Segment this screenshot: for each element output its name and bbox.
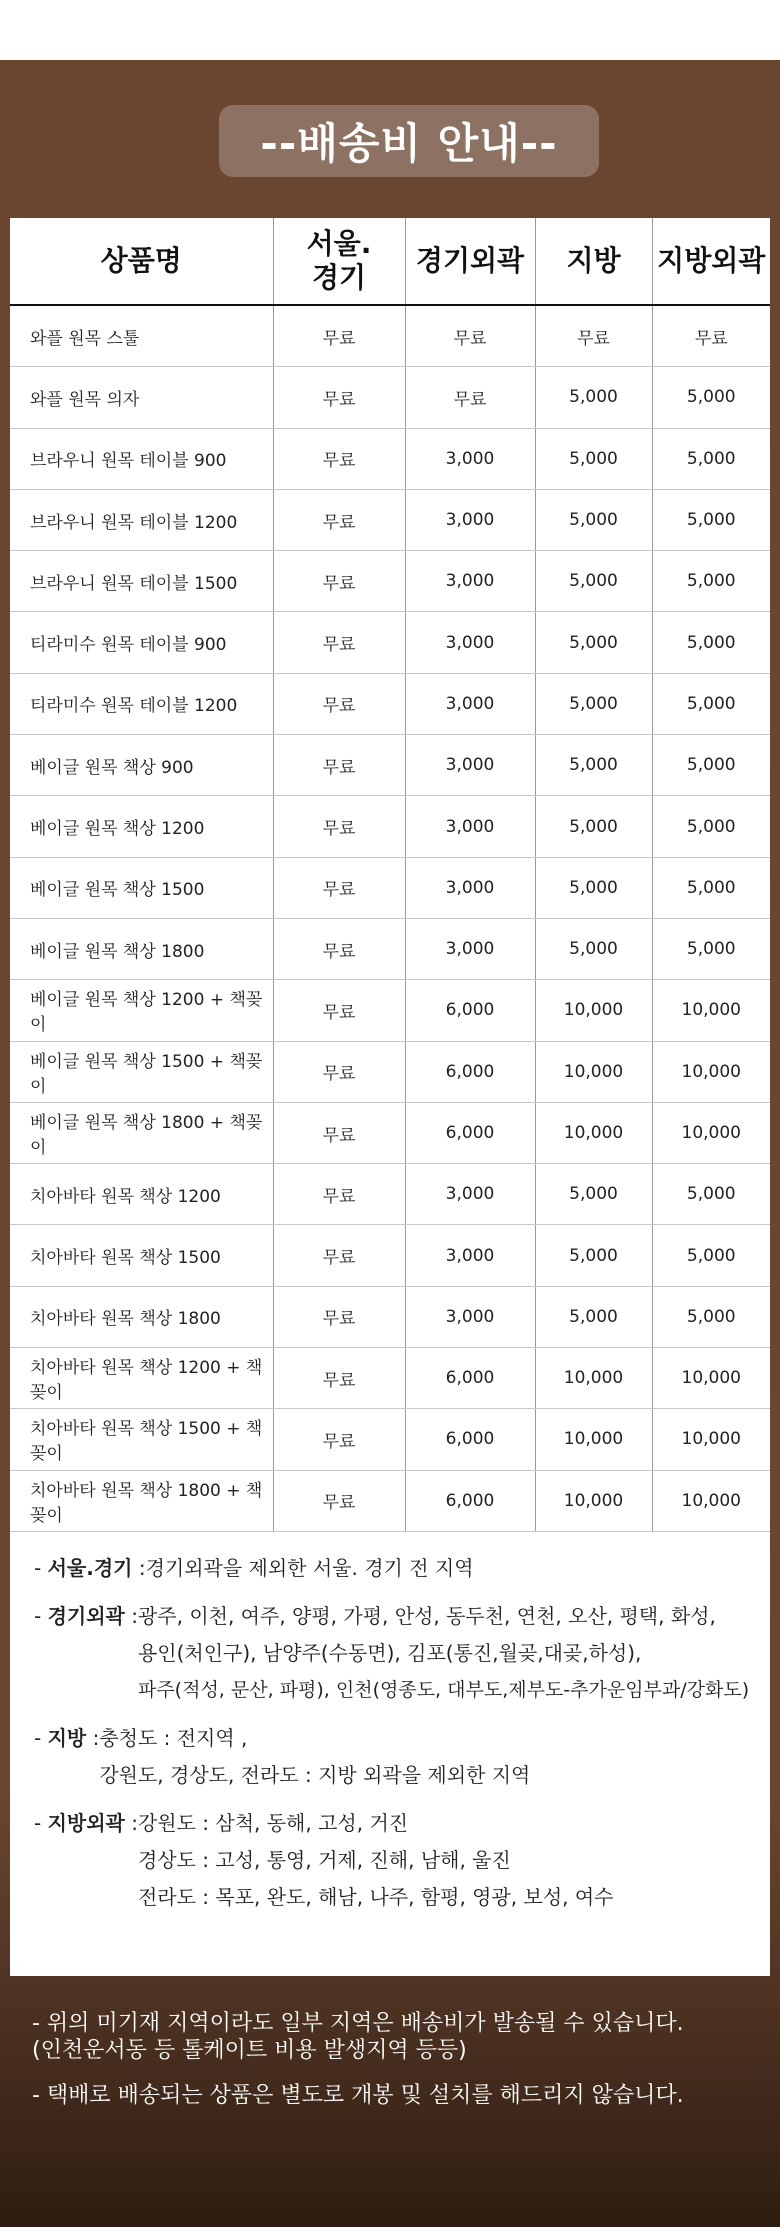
cell-province: 10,000 xyxy=(535,1102,652,1163)
cell-seoul-gyeonggi: 무료 xyxy=(273,1164,405,1225)
cell-seoul-gyeonggi: 무료 xyxy=(273,857,405,918)
shipping-info-panel xyxy=(0,60,780,2227)
table-row xyxy=(10,735,770,796)
note-lines xyxy=(146,1550,474,1587)
cell-product-name: 치아바타 원목 책상 1200 + 책꽂이 xyxy=(10,1348,273,1409)
header-product: 상품명 xyxy=(10,218,273,305)
cell-product-name: 티라미수 원목 테이블 1200 xyxy=(10,673,273,734)
cell-gyeonggi-outskirts: 무료 xyxy=(405,305,535,367)
cell-seoul-gyeonggi: 무료 xyxy=(273,796,405,857)
region-notes xyxy=(10,1532,770,1916)
cell-province-outskirts: 10,000 xyxy=(652,1470,770,1531)
cell-seoul-gyeonggi: 무료 xyxy=(273,1470,405,1531)
note-line: 광주, 이천, 여주, 양평, 가평, 안성, 동두천, 연천, 오산, 평택, 화성, xyxy=(137,1603,716,1628)
cell-seoul-gyeonggi: 무료 xyxy=(273,1102,405,1163)
cell-gyeonggi-outskirts: 3,000 xyxy=(405,551,535,612)
note-key: - 지방외곽 : xyxy=(34,1810,138,1835)
note-key-label: 서울.경기 xyxy=(47,1555,133,1580)
note-line: 강원도 : 삼척, 동해, 고성, 거진 xyxy=(137,1810,409,1835)
note-line: 경기외곽을 제외한 서울. 경기 전 지역 xyxy=(145,1555,474,1580)
cell-province-outskirts: 5,000 xyxy=(652,612,770,673)
cell-product-name: 치아바타 원목 책상 1500 xyxy=(10,1225,273,1286)
cell-province: 5,000 xyxy=(535,1286,652,1347)
cell-gyeonggi-outskirts: 6,000 xyxy=(405,980,535,1041)
cell-gyeonggi-outskirts: 6,000 xyxy=(405,1470,535,1531)
cell-product-name: 베이글 원목 책상 1200 xyxy=(10,796,273,857)
cell-province-outskirts: 10,000 xyxy=(652,980,770,1041)
cell-province: 5,000 xyxy=(535,673,652,734)
cell-seoul-gyeonggi: 무료 xyxy=(273,673,405,734)
note-gyeonggi-outskirts xyxy=(34,1602,770,1709)
cell-province: 5,000 xyxy=(535,612,652,673)
cell-gyeonggi-outskirts: 6,000 xyxy=(405,1409,535,1470)
table-row xyxy=(10,796,770,857)
cell-gyeonggi-outskirts: 3,000 xyxy=(405,918,535,979)
cell-province-outskirts: 5,000 xyxy=(652,735,770,796)
cell-province: 5,000 xyxy=(535,918,652,979)
cell-province: 5,000 xyxy=(535,1225,652,1286)
cell-province: 5,000 xyxy=(535,551,652,612)
cell-province-outskirts: 5,000 xyxy=(652,673,770,734)
note-key: - 지방 : xyxy=(34,1725,100,1750)
cell-gyeonggi-outskirts: 3,000 xyxy=(405,612,535,673)
cell-province-outskirts: 5,000 xyxy=(652,551,770,612)
note-lines xyxy=(99,1720,530,1794)
table-row xyxy=(10,1409,770,1470)
cell-gyeonggi-outskirts: 무료 xyxy=(405,367,535,428)
cell-province-outskirts: 5,000 xyxy=(652,796,770,857)
cell-province-outskirts: 10,000 xyxy=(652,1409,770,1470)
cell-seoul-gyeonggi: 무료 xyxy=(273,612,405,673)
note-province xyxy=(34,1724,770,1794)
note-line: 충청도 : 전지역 , xyxy=(99,1725,248,1750)
cell-province-outskirts: 5,000 xyxy=(652,1286,770,1347)
table-row xyxy=(10,428,770,489)
cell-province: 무료 xyxy=(535,305,652,367)
table-header-row xyxy=(10,218,770,305)
bottom-note: - 위의 미기재 지역이라도 일부 지역은 배송비가 발송될 수 있습니다. (인천운서동 등 톨케이트 비용 발생지역 등등) xyxy=(32,2011,684,2063)
cell-seoul-gyeonggi: 무료 xyxy=(273,1286,405,1347)
table-row xyxy=(10,1286,770,1347)
cell-gyeonggi-outskirts: 3,000 xyxy=(405,673,535,734)
cell-seoul-gyeonggi: 무료 xyxy=(273,1225,405,1286)
cell-seoul-gyeonggi: 무료 xyxy=(273,551,405,612)
cell-gyeonggi-outskirts: 3,000 xyxy=(405,1164,535,1225)
cell-gyeonggi-outskirts: 3,000 xyxy=(405,1286,535,1347)
cell-product-name: 티라미수 원목 테이블 900 xyxy=(10,612,273,673)
header-seoul-gyeonggi-label: 서울. 경기 xyxy=(306,227,372,294)
header-province: 지방 xyxy=(535,218,652,305)
cell-product-name: 브라우니 원목 테이블 1200 xyxy=(10,489,273,550)
table-row xyxy=(10,551,770,612)
note-lines xyxy=(138,1805,614,1916)
cell-product-name: 치아바타 원목 책상 1800 xyxy=(10,1286,273,1347)
note-line: 전라도 : 목포, 완도, 해남, 나주, 함평, 영광, 보성, 여수 xyxy=(137,1884,614,1909)
shipping-card xyxy=(10,218,770,1976)
cell-product-name: 와플 원목 의자 xyxy=(10,367,273,428)
cell-seoul-gyeonggi: 무료 xyxy=(273,1348,405,1409)
note-seoul-gyeonggi xyxy=(34,1554,770,1587)
cell-gyeonggi-outskirts: 3,000 xyxy=(405,428,535,489)
note-key: - 서울.경기 : xyxy=(34,1555,146,1580)
cell-province: 5,000 xyxy=(535,428,652,489)
note-lines xyxy=(138,1598,749,1709)
table-row xyxy=(10,612,770,673)
cell-province-outskirts: 5,000 xyxy=(652,489,770,550)
cell-seoul-gyeonggi: 무료 xyxy=(273,980,405,1041)
note-key-label: 경기외곽 xyxy=(47,1603,125,1628)
cell-gyeonggi-outskirts: 6,000 xyxy=(405,1102,535,1163)
cell-seoul-gyeonggi: 무료 xyxy=(273,1041,405,1102)
cell-gyeonggi-outskirts: 6,000 xyxy=(405,1041,535,1102)
table-row xyxy=(10,1225,770,1286)
cell-province: 10,000 xyxy=(535,980,652,1041)
cell-seoul-gyeonggi: 무료 xyxy=(273,489,405,550)
table-row xyxy=(10,1102,770,1163)
cell-product-name: 치아바타 원목 책상 1200 xyxy=(10,1164,273,1225)
cell-province-outskirts: 무료 xyxy=(652,305,770,367)
cell-province: 10,000 xyxy=(535,1348,652,1409)
table-row xyxy=(10,489,770,550)
cell-province-outskirts: 5,000 xyxy=(652,367,770,428)
cell-product-name: 치아바타 원목 책상 1800 + 책꽂이 xyxy=(10,1470,273,1531)
cell-product-name: 베이글 원목 책상 900 xyxy=(10,735,273,796)
cell-province: 5,000 xyxy=(535,367,652,428)
shipping-fee-table xyxy=(10,218,770,1532)
cell-seoul-gyeonggi: 무료 xyxy=(273,367,405,428)
cell-product-name: 베이글 원목 책상 1800 + 책꽂이 xyxy=(10,1102,273,1163)
table-row xyxy=(10,1164,770,1225)
note-line: 강원도, 경상도, 전라도 : 지방 외곽을 제외한 지역 xyxy=(99,1762,531,1787)
table-row xyxy=(10,367,770,428)
cell-gyeonggi-outskirts: 6,000 xyxy=(405,1348,535,1409)
cell-product-name: 와플 원목 스툴 xyxy=(10,305,273,367)
cell-seoul-gyeonggi: 무료 xyxy=(273,1409,405,1470)
cell-province: 5,000 xyxy=(535,735,652,796)
cell-product-name: 브라우니 원목 테이블 1500 xyxy=(10,551,273,612)
cell-province-outskirts: 5,000 xyxy=(652,918,770,979)
cell-province: 10,000 xyxy=(535,1409,652,1470)
cell-product-name: 베이글 원목 책상 1500 xyxy=(10,857,273,918)
table-row xyxy=(10,305,770,367)
table-row xyxy=(10,918,770,979)
cell-province-outskirts: 5,000 xyxy=(652,1225,770,1286)
table-row xyxy=(10,673,770,734)
page-title: --배송비 안내-- xyxy=(219,105,599,177)
cell-gyeonggi-outskirts: 3,000 xyxy=(405,1225,535,1286)
note-province-outskirts xyxy=(34,1809,770,1916)
cell-gyeonggi-outskirts: 3,000 xyxy=(405,796,535,857)
cell-gyeonggi-outskirts: 3,000 xyxy=(405,735,535,796)
note-key-label: 지방외곽 xyxy=(47,1810,125,1835)
note-line: 파주(적성, 문산, 파평), 인천(영종도, 대부도,제부도-추가운임부과/강화도) xyxy=(137,1678,750,1701)
cell-province-outskirts: 5,000 xyxy=(652,428,770,489)
header-province-outskirts: 지방외곽 xyxy=(652,218,770,305)
cell-province: 5,000 xyxy=(535,489,652,550)
bottom-note: - 택배로 배송되는 상품은 별도로 개봉 및 설치를 해드리지 않습니다. xyxy=(32,2083,684,2108)
cell-province: 10,000 xyxy=(535,1470,652,1531)
cell-seoul-gyeonggi: 무료 xyxy=(273,918,405,979)
cell-product-name: 베이글 원목 책상 1800 xyxy=(10,918,273,979)
cell-province: 5,000 xyxy=(535,857,652,918)
cell-province-outskirts: 10,000 xyxy=(652,1041,770,1102)
cell-province-outskirts: 10,000 xyxy=(652,1348,770,1409)
cell-product-name: 브라우니 원목 테이블 900 xyxy=(10,428,273,489)
table-row xyxy=(10,980,770,1041)
cell-seoul-gyeonggi: 무료 xyxy=(273,428,405,489)
note-key-label: 지방 xyxy=(47,1725,87,1750)
note-line: 용인(처인구), 남양주(수동면), 김포(통진,월곶,대곶,하성), xyxy=(137,1640,642,1665)
header-seoul-gyeonggi xyxy=(273,218,405,305)
cell-seoul-gyeonggi: 무료 xyxy=(273,305,405,367)
table-row xyxy=(10,1470,770,1531)
header-gyeonggi-outskirts: 경기외곽 xyxy=(405,218,535,305)
cell-gyeonggi-outskirts: 3,000 xyxy=(405,489,535,550)
cell-seoul-gyeonggi: 무료 xyxy=(273,735,405,796)
cell-product-name: 베이글 원목 책상 1500 + 책꽂이 xyxy=(10,1041,273,1102)
table-row xyxy=(10,857,770,918)
cell-product-name: 치아바타 원목 책상 1500 + 책꽂이 xyxy=(10,1409,273,1470)
cell-province-outskirts: 5,000 xyxy=(652,857,770,918)
table-row xyxy=(10,1041,770,1102)
cell-province-outskirts: 5,000 xyxy=(652,1164,770,1225)
top-white-strip xyxy=(0,0,780,60)
note-key: - 경기외곽 : xyxy=(34,1603,138,1628)
cell-province-outskirts: 10,000 xyxy=(652,1102,770,1163)
cell-gyeonggi-outskirts: 3,000 xyxy=(405,857,535,918)
cell-province: 10,000 xyxy=(535,1041,652,1102)
bottom-notes xyxy=(32,2010,752,2127)
table-row xyxy=(10,1348,770,1409)
note-line: 경상도 : 고성, 통영, 거제, 진해, 남해, 울진 xyxy=(137,1847,511,1872)
cell-province: 5,000 xyxy=(535,1164,652,1225)
cell-product-name: 베이글 원목 책상 1200 + 책꽂이 xyxy=(10,980,273,1041)
cell-province: 5,000 xyxy=(535,796,652,857)
